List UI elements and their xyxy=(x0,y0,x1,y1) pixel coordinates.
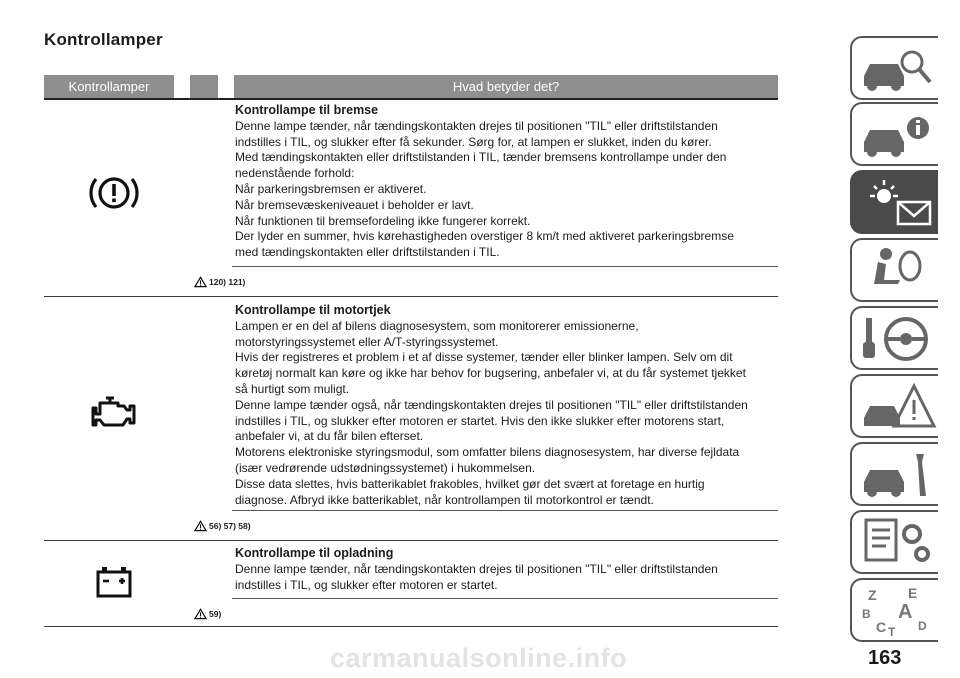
warning-triangle-icon xyxy=(194,520,207,532)
document-gears-icon xyxy=(858,516,938,570)
tab-car-warning[interactable] xyxy=(850,374,938,438)
svg-text:A: A xyxy=(898,601,913,623)
text-line: med tændingskontakten eller driftstilstanden i TIL. xyxy=(235,245,500,260)
svg-text:D: D xyxy=(918,619,927,633)
text-line: Motorens elektroniske styringsmodul, som omfatter bilens diagnosesystem, har diverse fejldata xyxy=(235,445,740,460)
text-line: (især vedrørende udstødningssystemet) i hukommelsen. xyxy=(235,460,536,475)
tab-index[interactable] xyxy=(850,578,938,642)
text-line: køretøj normalt kan køre og ikke har behov for bugsering, anbefaler vi, at du får systemet tjekket xyxy=(235,366,746,381)
page-number: 163 xyxy=(868,647,902,669)
text-line: Disse data slettes, hvis batterikablet frakobles, hvilket gør det svært at foretage en hurtig xyxy=(235,476,705,491)
section-divider xyxy=(232,266,778,267)
text-line: Lampen er en del af bilens diagnosesystem, som monitorerer emissionerne, xyxy=(235,318,639,333)
text-line: Der lyder en summer, hvis kørehastigheden overstiger 8 km/t med aktiveret parkeringsbremse xyxy=(235,229,734,244)
warning-triangle-icon xyxy=(194,608,207,620)
charging-content xyxy=(235,546,780,593)
warning-ref-numbers: 59) xyxy=(209,609,222,619)
brake-warning-refs xyxy=(194,276,245,288)
text-line: indstilles i TIL, og slukker efter motoren er startet. xyxy=(235,577,498,592)
text-line: Med tændingskontakten eller driftstilstanden i TIL, tænder bremsens kontrollampe under den xyxy=(235,150,727,165)
text-line: Denne lampe tænder, når tændingskontakten drejes til positionen "TIL" eller driftstilstanden xyxy=(235,561,718,576)
car-wrench-icon xyxy=(858,448,938,502)
svg-text:B: B xyxy=(862,607,871,621)
section-divider xyxy=(232,598,778,599)
header-col-lamps: Kontrollamper xyxy=(44,75,174,98)
car-magnifier-icon xyxy=(858,42,938,96)
brake-warning-icon xyxy=(84,163,144,223)
text-line: Når parkeringsbremsen er aktiveret. xyxy=(235,181,427,196)
svg-text:E: E xyxy=(908,585,918,601)
charging-warning-refs xyxy=(194,608,221,620)
car-info-icon xyxy=(858,108,938,162)
warning-ref-numbers: 56) 57) 58) xyxy=(209,521,251,531)
charging-heading: Kontrollampe til opladning xyxy=(235,546,394,560)
engine-check-icon xyxy=(84,383,144,443)
tab-key-steering[interactable] xyxy=(850,306,938,370)
car-warning-triangle-icon xyxy=(858,380,938,434)
tab-seat-airbag[interactable] xyxy=(850,238,938,302)
header-col-meaning: Hvad betyder det? xyxy=(234,75,778,98)
tab-car-info[interactable] xyxy=(850,102,938,166)
brake-content xyxy=(235,103,780,261)
tab-technical-data[interactable] xyxy=(850,510,938,574)
text-line: indstilles i TIL, og slukker efter få sekunder. Sørg for, at lampen er slukket, inden du kører. xyxy=(235,134,712,149)
table-header xyxy=(44,75,778,98)
text-line: diagnose. Afbryd ikke batterikablet, når kontrollampen til motorkontrol er tændt. xyxy=(235,492,654,507)
svg-text:Z: Z xyxy=(868,587,877,603)
text-line: indstilles i TIL, og slukker efter motoren er startet. Hvis den ikke slukker efter motorens start, xyxy=(235,413,725,428)
battery-charge-icon xyxy=(84,554,144,614)
text-line: Hvis der registreres et problem i et af disse systemer, tænder eller blinker lampen. Selv om dit xyxy=(235,350,733,365)
warning-ref-numbers: 120) 121) xyxy=(209,277,246,287)
warning-light-envelope-icon xyxy=(858,176,938,230)
text-line: motorstyringssystemet eller A/T-styringssystemet. xyxy=(235,334,499,349)
header-underline xyxy=(44,98,778,100)
section-separator xyxy=(44,540,778,541)
engine-warning-refs xyxy=(194,520,251,532)
svg-text:C: C xyxy=(876,619,887,635)
alphabet-index-icon xyxy=(858,584,938,638)
text-line: nedenstående forhold: xyxy=(235,166,355,181)
engine-heading: Kontrollampe til motortjek xyxy=(235,303,391,317)
svg-text:T: T xyxy=(888,625,896,638)
section-divider xyxy=(232,510,778,511)
key-steering-wheel-icon xyxy=(858,312,938,366)
tab-warning-lights[interactable] xyxy=(850,170,938,234)
seat-airbag-icon xyxy=(858,244,938,298)
section-separator xyxy=(44,296,778,297)
tab-car-service[interactable] xyxy=(850,442,938,506)
page-title: Kontrollamper xyxy=(44,30,163,49)
text-line: Når funktionen til bremsefordeling ikke fungerer korrekt. xyxy=(235,213,531,228)
text-line: Denne lampe tænder også, når tændingskontakten drejes til positionen "TIL" eller driftstilstanden xyxy=(235,397,748,412)
warning-triangle-icon xyxy=(194,276,207,288)
text-line: anbefaler vi, at du får bilen efterset. xyxy=(235,429,424,444)
text-line: Når bremsevæskeniveauet i beholder er lavt. xyxy=(235,197,474,212)
text-line: så hurtigt som muligt. xyxy=(235,381,350,396)
watermark: carmanualsonline.info xyxy=(330,643,628,673)
engine-content xyxy=(235,303,780,508)
tab-car-magnifier[interactable] xyxy=(850,36,938,100)
table-bottom-line xyxy=(44,626,778,627)
brake-heading: Kontrollampe til bremse xyxy=(235,103,379,117)
text-line: Denne lampe tænder, når tændingskontakten drejes til positionen "TIL" eller driftstilstanden xyxy=(235,118,718,133)
header-spacer xyxy=(190,75,218,98)
